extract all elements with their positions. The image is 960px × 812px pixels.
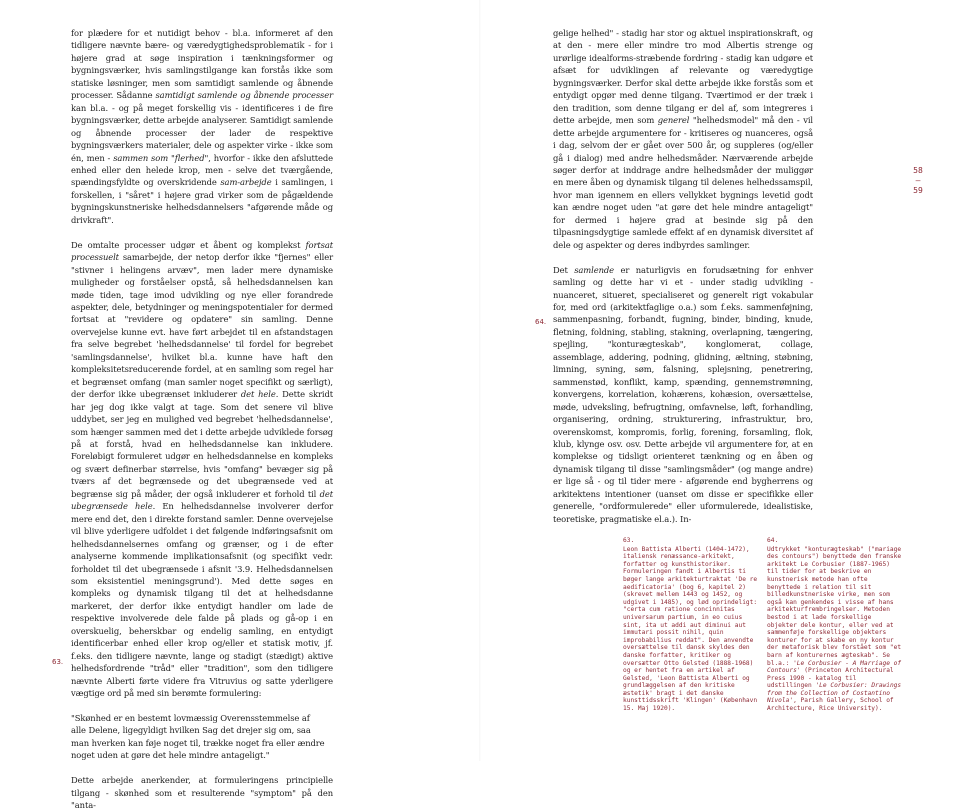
footnote-64-text: Udtrykket "konturægteskab" ("mariage des contours") benyttede den franske arkitekt Le Corbusier (1887-1965) til tider for at beskrive en kunstnerisk metode han ofte benyttede i relation til sit billedkunstneriske virke, men som også kan genkendes i visse af hans arkitekturfrembringelser. Metoden bestod i at lade forskellige objekter dele kontur, eller ved at sammenføje forskellige objekters konturer for at skabe en ny kontur der metaforisk blev forstået som "et barn af konturernes ægteskab". Se bl.a.: 'Le Corbusier - A Marriage of Contours' (Princeton Architectural Press 1990 - katalog til udstillingen 'Le Corbusier: Drawings from the Collection of Costantino Nivola', Parish Gallery, School of Architecture, Rice University). [767, 545, 902, 713]
left-page-body [71, 27, 333, 812]
footnote-63-number: 63. [623, 537, 635, 544]
footnote-marker-64: 64. [535, 318, 547, 326]
page-number-left: 58 [913, 166, 923, 175]
page-gutter [479, 0, 481, 761]
page-number-pair [910, 166, 926, 196]
footnote-63-text: Leon Battista Alberti (1404-1472), italiensk renæssance-arkitekt, forfatter og kunsthistoriker. Formuleringen fandt i Albertis ti bøger lange arkitekturtraktat 'De re aedificatoria' (bog 6, kapitel 2)(skrevet mellem 1443 og 1452, og udgivet i 1485), og lød oprindeligt: "certa cum ratione concinnitas universarum partium, in eo cuius sint, ita ut addi aut diminui aut immutari possit nihil, quin improbabilius reddat". Den anvendte oversættelse til dansk skyldes den danske forfatter, kritiker og oversætter Otto Gelsted (1888-1968) og er hentet fra en artikel af Gelsted, 'Leon Battista Alberti og grundlæggelsen af den kritiske æstetik' bragt i det danske kunsttidsskrift 'Klingen' (København 15. Maj 1920). [623, 545, 758, 713]
left-paragraph-4: Dette arbejde anerkender, at formuleringens principielle tilgang - skønhed som et resulterende "symptom" på den "anta- [71, 775, 333, 811]
right-paragraph-2: Det samlende er naturligvis en forudsætning for enhver samling og dette har vi et - under stadig udvikling - nuanceret, situeret, specialiseret og generelt rigt vokabular for, med ord (arkitektfaglige o.a.) som f.eks. sammenføjning, sammenpasning, forbandt, fugning, binder, binding, knude, fletning, foldning, stabling, stakning, overlapning, tængering, spejling, "konturægteskab", konglomerat, collage, assemblage, addering, podning, glidning, æltning, støbning, limning, syning, søm, falsning, splejsning, penetrering, sammenstød, konflikt, kamp, spænding, gennemstrømning, konvergens, korrelation, kohærens, kohæsion, oversættelse, møde, udveksling, befrugtning, omfavnelse, løft, forhandling, organisering, ordning, strukturering, infrastruktur, bro, overenskomst, kompromis, forlig, forening, forsamling, flok, klub, klynge osv. osv. Dette arbejde vil argumentere for, at en komplekse og tidsligt orienteret tænkning og en åben og dynamisk tilgang til disse "samlingsmåder" (og mange andre) er lige så - og til tider mere - afgørende end bygherrens og arkitektens intentioner (uanset om disse er specifikke eller generelle, "ordformulerede" eller uformulerede, idealistiske, teoretiske, pragmatiske el.a.). In- [553, 264, 813, 524]
left-paragraph-1: for plædere for et nutidigt behov - bl.a. informeret af den tidligere nævnte bære- og væredygtighedsproblematik - for i højere grad at søge inspiration i tænkningsformer og bygningsværker, hvis samlingstilgange kan forstås ikke som statiske løsninger, men som samtidigt samlende og åbnende processer. Sådanne samtidigt samlende og åbnende processer kan bl.a. - og på meget forskellig vis - identificeres i de fire bygningsværker, dette arbejde analyserer. Samtidigt samlende og åbnende processer der lader de respektive bygningsværkers materialer, dele og aspekter virke - ikke som én, men - sammen som "flerhed", hvorfor - ikke den afsluttede enhed eller den helede krop, men - selve det tværgående, spændingsfyldte og overskridende sam-arbejde i samlingen, i forskellen, i "såret" i højere grad virker som de pågældende bygningskunstneriske helhedsdannelsers "afgørende måde og drivkraft". [71, 28, 334, 225]
page-number-right: 59 [913, 186, 923, 195]
footnote-64 [767, 537, 903, 713]
footnote-63 [623, 537, 759, 713]
footnote-marker-63: 63. [52, 658, 64, 666]
right-paragraph-1: gelige helhed" - stadig har stor og aktuel inspirationskraft, og at den - mere eller mindre tro mod Albertis strenge og urørlige idealforms-stræbende fordring - stadig kan udgøre et afsæt for udviklingen af relevante og væredygtige bygningsværker. Derfor skal dette arbejde ikke forstås som et entydigt opgør med denne tilgang. Tværtimod er der træk i den tradition, som denne tilgang er del af, som integreres i dette arbejde, men som generel "helhedsmodel" må den - vil dette arbejde argumentere for - kritiseres og nuanceres, også i dag, selvom der er gået over 500 år, og suppleres (og/eller gå i dialog) med andre helhedsmåder. Nærværende arbejde søger derfor at inddrage andre helhedsmåder der muliggør en mere åben og dynamisk tilgang til delenes helhedssamspil, hvor man igennem en ellers vellykket bygnings levetid godt kan ændre noget uden "at gøre det hele mindre antageligt" for dermed i højere grad at besinde sig på den tilpasningsdygtige samlede effekt af en dynamisk diversitet af dele og aspekter og deres indbyrdes samlinger. [553, 28, 813, 250]
alberti-quote: "Skønhed er en bestemt lovmæssig Overensstemmelse af alle Delene, ligegyldigt hvilken Sag det drejer sig om, saa man hverken kan føje noget til, trække noget fra eller ændre noget uden at gøre det hele mindre antageligt." [71, 713, 325, 761]
page-number-separator: — [915, 176, 921, 185]
left-paragraph-2: De omtalte processer udgør et åbent og komplekst fortsat processuelt samarbejde, der netop derfor ikke "fjernes" eller "stivner i helingens arvæv", men lader mere dynamiske muligheder og forståelser opstå, så helhedsdannelsen kan møde tiden, tage imod udvikling og nye eller forandrede aspekter, dele, betydninger og meningspotentialer for dermed fortsat at "revidere og opdatere" sin samling. Denne overvejelse kunne evt. have ført arbejdet til en afstandstagen fra selve begrebet 'helhedsdannelse' til fordel for begrebet 'samlingsdannelse', hvilket bl.a. kunne have haft den kompleksitetsreducerende fordel, at en samling som regel har et begrænset omfang (man samler noget specifikt og særligt), der derfor ikke ubegrænset inkluderer det hele. Dette skridt har jeg dog ikke valgt at tage. Som det senere vil blive uddybet, ser jeg en mulighed ved begrebet 'helhedsdannelse', som hænger sammen med det i dette arbejde udviklede forsøg på at forstå, hvad en helhedsdannelse kan inkludere. Foreløbigt formuleret udgør en helhedsdannelse en kompleks og svært definerbar størrelse, hvis "omfang" bevæger sig på tværs af det begrænsede og det ubegrænsede ved at begrænse sig på måder, der også inkluderer et forhold til det ubegrænsede hele. En helhedsdannelse involverer derfor mere end det, den i direkte forstand samler. Denne overvejelse vil blive yderligere udfoldet i det følgende indføringsafsnit om helhedsdannelsernes omfang og grænser, og i de efter analyserne kommende implikationsafsnit (og specifikt vedr. forholdet til det ubegrænsede i afsnit '3.9. Helhedsdannelsen som eksistentiel meningsgrund'). Med dette søges en kompleks og dynamisk tilgang til det at helhedsdanne markeret, der derfor ikke entydigt handler om lade de respektive involverede dele falde på plads og gå-op i en overskuelig, beherskbar og endelig samling, en entydigt identificerbar enhed eller krop og/eller et statisk motiv, jf. f.eks. den tidligere nævnte, lange og stadigt (stædigt) aktive helhedsfordrende "tråd" eller "tradition", som den tidligere nævnte Alberti førte videre fra Vitruvius og satte yderligere vægtige ord på med sin berømte formulering: [71, 239, 334, 699]
right-page-body [553, 27, 813, 525]
footnote-64-number: 64. [767, 537, 779, 544]
